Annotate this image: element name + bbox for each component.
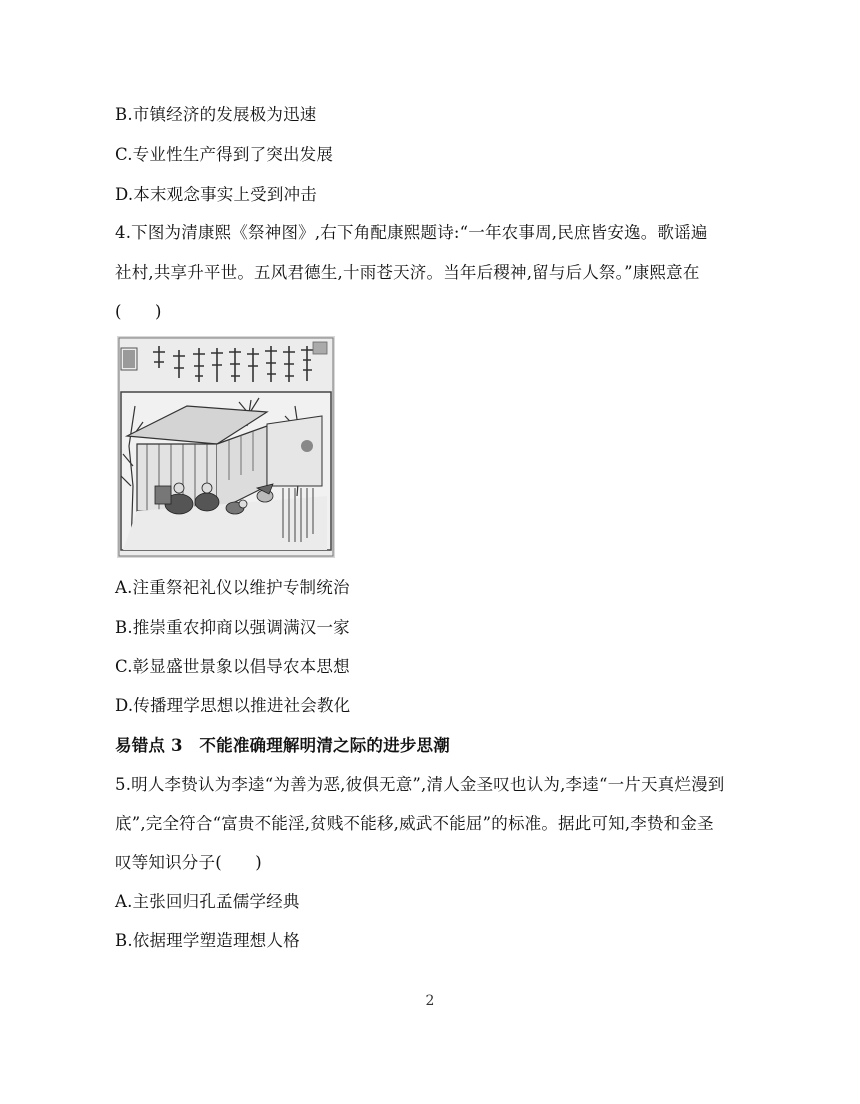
option-3c: C.专业性生产得到了突出发展 [115,145,334,164]
painting-illustration [117,336,335,558]
option-4c: C.彰显盛世景象以倡导农本思想 [115,657,350,676]
question-4-line-1: 4.下图为清康熙《祭神图》,右下角配康熙题诗:“一年农事周,民庶皆安逸。歌谣遍 [115,223,708,242]
option-4b: B.推崇重农抑商以强调满汉一家 [115,618,350,637]
question-5-line-2: 底”,完全符合“富贵不能淫,贫贱不能移,威武不能屈”的标准。据此可知,李贽和金圣 [115,814,714,833]
option-4d: D.传播理学思想以推进社会教化 [115,696,351,715]
option-5a: A.主张回归孔孟儒学经典 [115,892,300,911]
option-3b: B.市镇经济的发展极为迅速 [115,105,317,124]
question-4-answer-blank: ( ) [115,302,162,321]
option-4a: A.注重祭祀礼仪以维护专制统治 [115,578,350,597]
question-5-line-3: 叹等知识分子( ) [115,853,262,872]
section-heading: 易错点 3 不能准确理解明清之际的进步思潮 [115,736,450,755]
question-4-line-2: 社村,共享升平世。五风君德生,十雨苍天济。当年后稷神,留与后人祭。”康熙意在 [115,263,700,282]
option-5b: B.依据理学塑造理想人格 [115,931,300,950]
page-number: 2 [425,993,435,1009]
sacrifice-painting-image [117,336,335,558]
question-5-line-1: 5.明人李贽认为李逵“为善为恶,彼俱无意”,清人金圣叹也认为,李逵“一片天真烂漫到 [115,775,725,794]
option-3d: D.本末观念事实上受到冲击 [115,185,317,204]
